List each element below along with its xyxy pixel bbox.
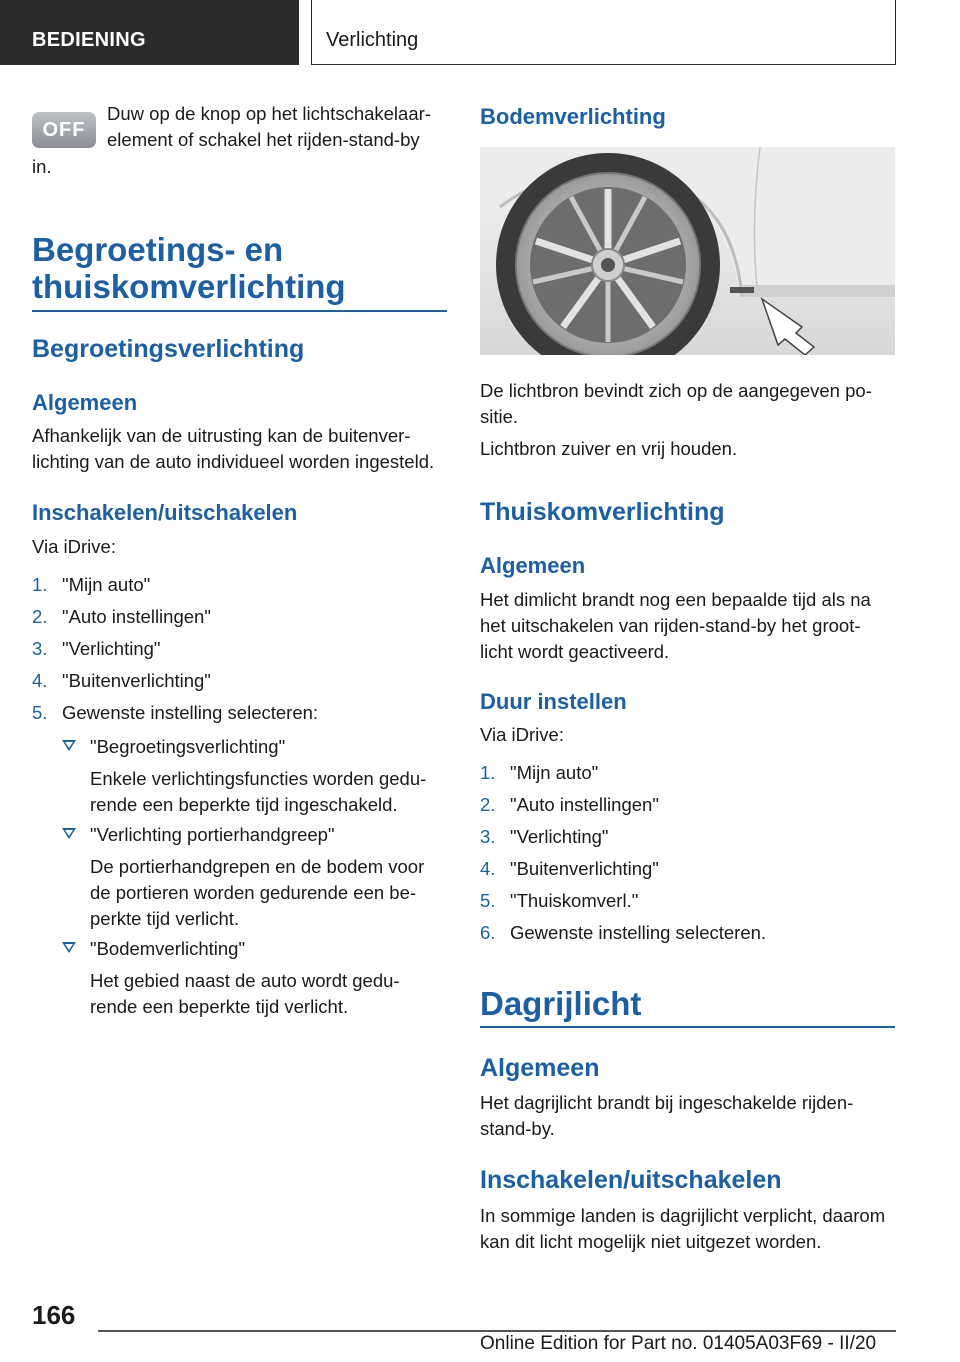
option-desc-line1: Enkele verlichtingsfuncties worden gedu- xyxy=(90,768,427,789)
step-number: 2. xyxy=(32,606,48,627)
ground-light-heading: Bodemverlichting xyxy=(480,104,666,129)
option-title: "Verlichting portierhandgreep" xyxy=(90,824,335,845)
off-button-label: OFF xyxy=(42,118,86,141)
general-heading: Algemeen xyxy=(32,390,138,415)
step-number: 6. xyxy=(480,922,496,943)
step-number: 2. xyxy=(480,794,496,815)
general-text-line2: lichting van de auto individueel worden ingesteld. xyxy=(32,451,435,472)
car-wheel-image xyxy=(480,147,895,355)
section-title: BEDIENING xyxy=(32,29,146,51)
option-desc-line2: rende een beperkte tijd verlicht. xyxy=(90,996,349,1017)
off-instruction-line2: element of schakel het rijden-stand-by xyxy=(107,129,420,150)
option-desc-line2: de portieren worden gedurende een be- xyxy=(90,882,417,903)
option-bodemverlichting xyxy=(62,936,447,1020)
list-item xyxy=(480,856,895,888)
car-wheel-illustration xyxy=(480,147,895,355)
option-title: "Bodemverlichting" xyxy=(90,938,246,959)
home-text-line2: het uitschakelen van rijden-stand-by het groot- xyxy=(480,615,861,636)
option-desc-line1: Het gebied naast de auto wordt gedu- xyxy=(90,970,400,991)
list-item xyxy=(32,572,447,604)
day-text-line1: Het dagrijlicht brandt bij ingeschakelde rijden- xyxy=(480,1092,854,1113)
step-number: 5. xyxy=(480,890,496,911)
off-instruction-line1: Duw op de knop op het lichtschakelaar- xyxy=(107,103,431,124)
step-number: 4. xyxy=(32,670,48,691)
home-text-line1: Het dimlicht brandt nog een bepaalde tijd als na xyxy=(480,589,871,610)
list-item xyxy=(480,888,895,920)
section-heading-line2: thuiskomverlichting xyxy=(32,268,346,305)
step-text: "Verlichting" xyxy=(62,638,161,659)
triangle-bullet-icon xyxy=(62,828,76,839)
step-text: Gewenste instelling selecteren: xyxy=(62,702,319,723)
option-desc-line2: rende een beperkte tijd ingeschakeld. xyxy=(90,794,398,815)
option-desc-line1: De portierhandgrepen en de bodem voor xyxy=(90,856,425,877)
duration-heading: Duur instellen xyxy=(480,689,627,714)
step-text: "Auto instellingen" xyxy=(62,606,211,627)
day-text-line2: stand-by. xyxy=(480,1118,555,1139)
section-tab xyxy=(0,0,299,65)
step-number: 3. xyxy=(480,826,496,847)
triangle-bullet-icon xyxy=(62,740,76,751)
left-steps-list xyxy=(32,572,447,732)
step-text: "Mijn auto" xyxy=(62,574,151,595)
step-number: 5. xyxy=(32,702,48,723)
step-number: 3. xyxy=(32,638,48,659)
list-item xyxy=(480,792,895,824)
via-idrive-text: Via iDrive: xyxy=(480,724,564,745)
switch-heading: Inschakelen/uitschakelen xyxy=(32,500,298,525)
list-item xyxy=(32,668,447,700)
option-title: "Begroetingsverlichting" xyxy=(90,736,286,757)
list-item xyxy=(32,636,447,668)
step-number: 4. xyxy=(480,858,496,879)
daylight-heading: Dagrijlicht xyxy=(480,985,642,1022)
step-text: "Verlichting" xyxy=(510,826,609,847)
step-number: 1. xyxy=(480,762,496,783)
option-begroeting xyxy=(62,734,447,818)
list-item xyxy=(32,604,447,636)
list-item xyxy=(32,700,447,732)
option-portierhandgreep xyxy=(62,822,447,932)
step-text: Gewenste instelling selecteren. xyxy=(510,922,767,943)
home-general-heading: Algemeen xyxy=(480,553,586,578)
day-switch-line1: In sommige landen is dagrijlicht verplicht, daarom xyxy=(480,1205,886,1226)
list-item xyxy=(480,760,895,792)
step-text: "Buitenverlichting" xyxy=(62,670,211,691)
off-instruction-line3: in. xyxy=(32,156,52,177)
day-switch-line2: kan dit licht mogelijk niet uitgezet worden. xyxy=(480,1231,822,1252)
footer-rule xyxy=(98,1330,896,1332)
section-heading-line1: Begroetings- en xyxy=(32,231,284,268)
triangle-bullet-icon xyxy=(62,942,76,953)
option-desc-line3: perkte tijd verlicht. xyxy=(90,908,240,929)
home-light-heading: Thuiskomverlichting xyxy=(480,498,725,526)
chapter-tab xyxy=(311,0,896,65)
ground-text-line1: De lichtbron bevindt zich op de aangegeven po- xyxy=(480,380,872,401)
day-general-heading: Algemeen xyxy=(480,1054,600,1082)
heading-rule xyxy=(32,310,447,312)
edition-text: Online Edition for Part no. 01405A03F69 - II/20 xyxy=(480,1333,877,1354)
right-steps-list xyxy=(480,760,895,952)
step-text: "Auto instellingen" xyxy=(510,794,659,815)
subsection-heading: Begroetingsverlichting xyxy=(32,335,305,363)
list-item xyxy=(480,920,895,952)
off-button-icon xyxy=(32,112,96,148)
via-idrive-text: Via iDrive: xyxy=(32,536,116,557)
ground-text-line2: sitie. xyxy=(480,406,519,427)
list-item xyxy=(480,824,895,856)
page-number: 166 xyxy=(32,1300,76,1330)
ground-text-line3: Lichtbron zuiver en vrij houden. xyxy=(480,438,738,459)
heading-rule xyxy=(480,1026,895,1028)
home-text-line3: licht wordt geactiveerd. xyxy=(480,641,670,662)
chapter-title: Verlichting xyxy=(326,29,419,51)
step-text: "Buitenverlichting" xyxy=(510,858,659,879)
day-switch-heading: Inschakelen/uitschakelen xyxy=(480,1166,782,1194)
general-text-line1: Afhankelijk van de uitrusting kan de buitenver- xyxy=(32,425,411,446)
step-text: "Mijn auto" xyxy=(510,762,599,783)
step-number: 1. xyxy=(32,574,48,595)
step-text: "Thuiskomverl." xyxy=(510,890,639,911)
